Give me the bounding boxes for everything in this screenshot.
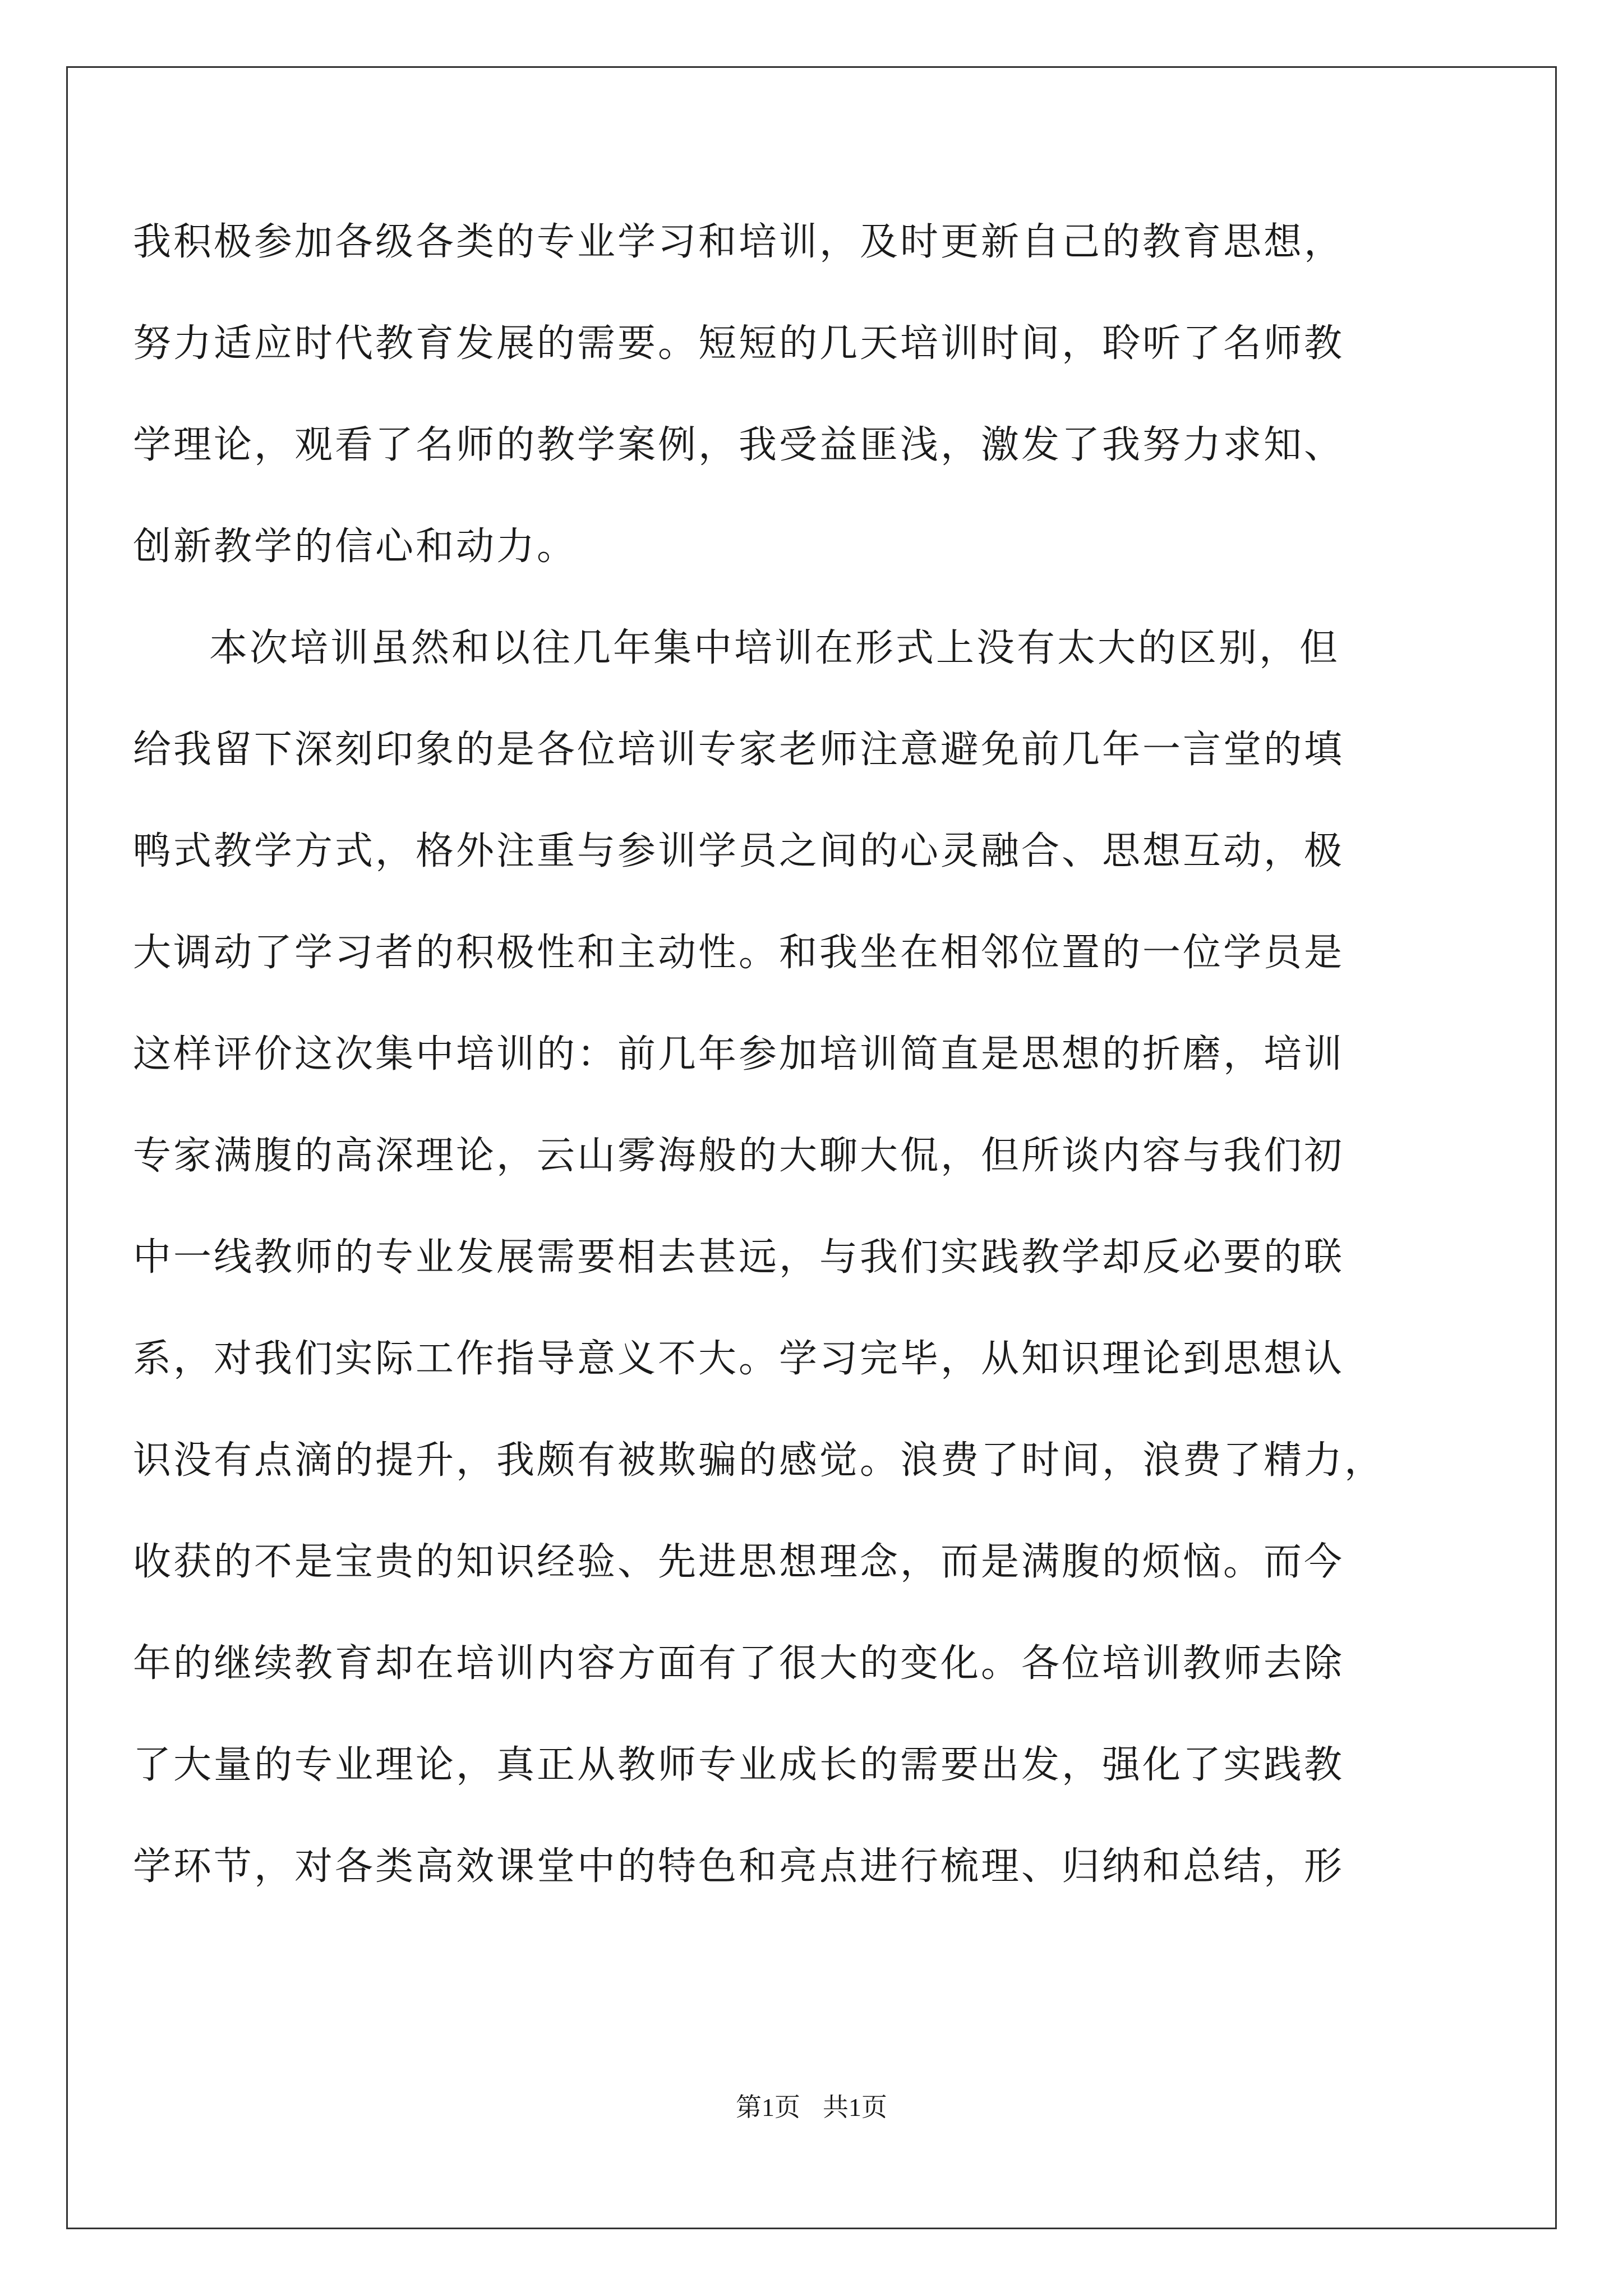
text-line: 收获的不是宝贵的知识经验、先进思想理念，而是满腹的烦恼。而今 bbox=[133, 1540, 1345, 1584]
text-line: 了大量的专业理论，真正从教师专业成长的需要出发，强化了实践教 bbox=[133, 1743, 1345, 1787]
page-total: 共1页 bbox=[823, 2093, 887, 2122]
page-number: 第1页 bbox=[736, 2093, 800, 2122]
text-line: 创新教学的信心和动力。 bbox=[133, 524, 578, 569]
text-line: 这样评价这次集中培训的：前几年参加培训简直是思想的折磨，培训 bbox=[133, 1032, 1345, 1076]
text-line: 中一线教师的专业发展需要相去甚远，与我们实践教学却反必要的联 bbox=[133, 1235, 1345, 1280]
text-line: 给我留下深刻印象的是各位培训专家老师注意避免前几年一言堂的填 bbox=[133, 728, 1345, 772]
text-line: 学理论，观看了名师的教学案例，我受益匪浅，激发了我努力求知、 bbox=[133, 423, 1345, 467]
text-line: 识没有点滴的提升，我颇有被欺骗的感觉。浪费了时间，浪费了精力， bbox=[133, 1438, 1385, 1483]
text-line: 学环节，对各类高效课堂中的特色和亮点进行梳理、归纳和总结，形 bbox=[133, 1844, 1345, 1889]
text-line: 鸭式教学方式，格外注重与参训学员之间的心灵融合、思想互动，极 bbox=[133, 829, 1345, 873]
text-line: 年的继续教育却在培训内容方面有了很大的变化。各位培训教师去除 bbox=[133, 1641, 1345, 1686]
paragraph-first-line: 本次培训虽然和以往几年集中培训在形式上没有太大的区别，但 bbox=[209, 626, 1340, 670]
text-line: 系，对我们实际工作指导意义不大。学习完毕，从知识理论到思想认 bbox=[133, 1337, 1345, 1381]
text-line: 我积极参加各级各类的专业学习和培训，及时更新自己的教育思想， bbox=[133, 220, 1345, 264]
page-footer bbox=[0, 2091, 1623, 2124]
text-line: 努力适应时代教育发展的需要。短短的几天培训时间，聆听了名师教 bbox=[133, 321, 1345, 366]
text-line: 专家满腹的高深理论，云山雾海般的大聊大侃，但所谈内容与我们初 bbox=[133, 1134, 1345, 1178]
text-line: 大调动了学习者的积极性和主动性。和我坐在相邻位置的一位学员是 bbox=[133, 931, 1345, 975]
